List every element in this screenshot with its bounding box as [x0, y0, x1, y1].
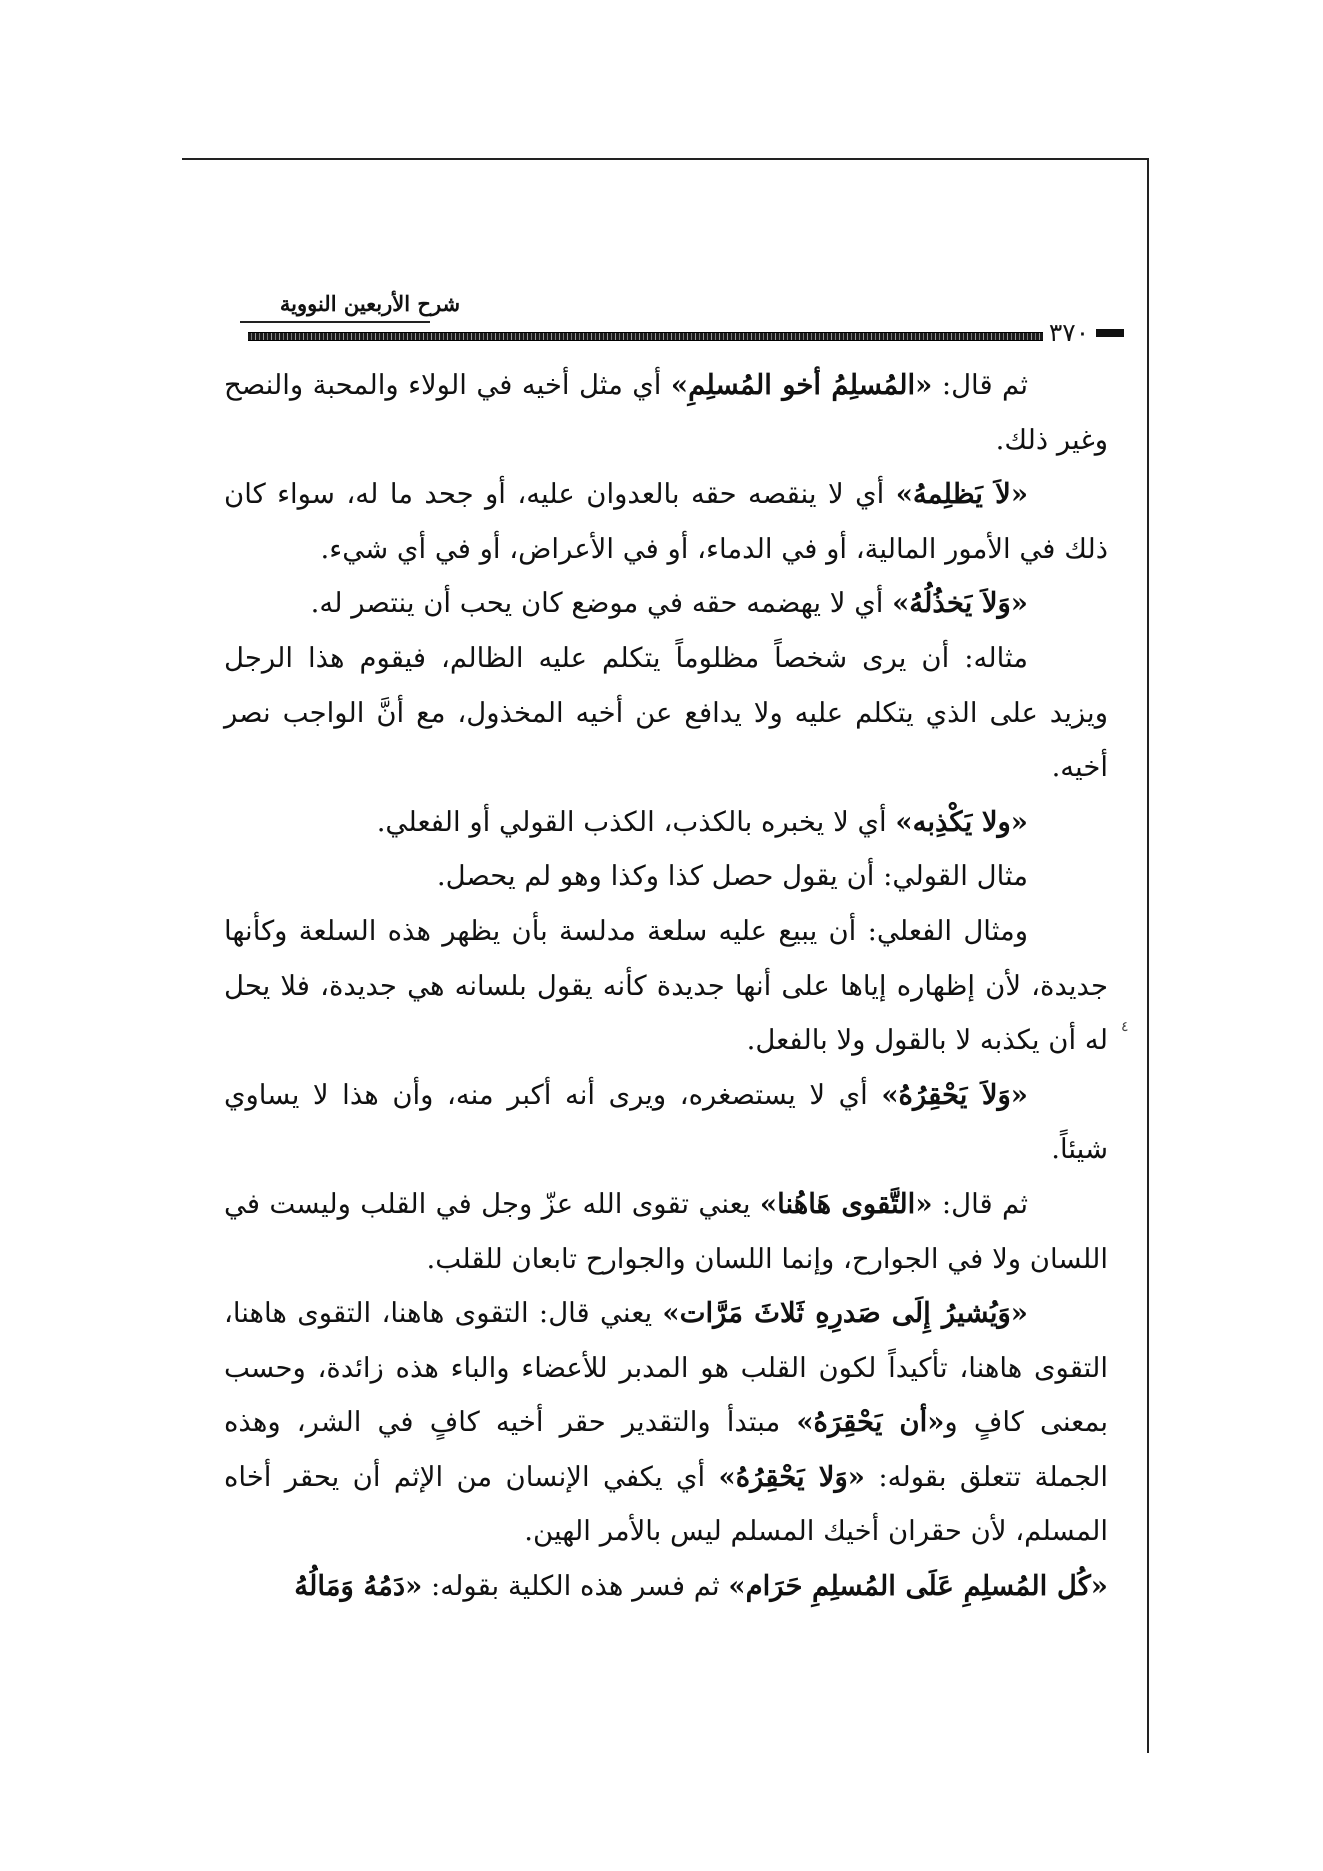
frame-top-line: [182, 158, 1149, 160]
paragraph-7: ومثال الفعلي: أن يبيع عليه سلعة مدلسة بأن يظهر هذه السلعة وكأنها جديدة، لأن إظهاره إياها على أنها جديدة كأنه يقول بلسانه هي جديدة، فلا يحل له أن يكذبه لا بالقول ولا بالفعل.: [224, 914, 1108, 1057]
header-rule: [248, 332, 1043, 341]
hadith-quote: «وَيُشيرُ إِلَى صَدرِهِ ثَلاثَ مَرَّات»: [662, 1297, 1028, 1330]
frame-right-line: [1147, 158, 1149, 1753]
paragraph-11: «كُل المُسلِمِ عَلَى المُسلِمِ حَرَام» ثم فسر هذه الكلية بقوله: «دَمُهُ وَمَالُهُ: [294, 1570, 1108, 1603]
paragraph-6: مثال القولي: أن يقول حصل كذا وكذا وهو لم يحصل.: [436, 860, 1028, 893]
hadith-quote: «وَلاَ يَحْقِرُهُ»: [881, 1078, 1028, 1111]
page-header: [228, 290, 1121, 350]
main-text: [224, 358, 1108, 1614]
margin-mark: ٤: [1121, 1019, 1129, 1035]
paragraph-4: مثاله: أن يرى شخصاً مظلوماً يتكلم عليه الظالم، فيقوم هذا الرجل ويزيد على الذي يتكلم عليه ولا يدافع عن أخيه المخذول، مع أنَّ الواجب نصر أخيه.: [224, 641, 1108, 784]
page-number-bar: [1096, 329, 1124, 337]
paragraph-8: «وَلاَ يَحْقِرُهُ» أي لا يستصغره، ويرى أنه أكبر منه، وأن هذا لا يساوي شيئاً.: [224, 1078, 1108, 1166]
paragraph-3: «وَلاَ يَخذُلُهُ» أي لا يهضمه حقه في موضع كان يحب أن ينتصر له.: [310, 587, 1028, 620]
hadith-quote: «ولا يَكْذِبه»: [895, 805, 1028, 838]
hadith-quote: «وَلا يَحْقِرُهُ»: [718, 1460, 865, 1493]
title-underline: [240, 321, 430, 323]
running-title: شرح الأربعين النووية: [279, 291, 461, 316]
hadith-quote: «كُل المُسلِمِ عَلَى المُسلِمِ حَرَام»: [728, 1570, 1108, 1603]
page-number: ٣٧٠: [1048, 318, 1090, 347]
paragraph-10: «وَيُشيرُ إِلَى صَدرِهِ ثَلاثَ مَرَّات» يعني قال: التقوى هاهنا، التقوى هاهنا، التقوى هاهنا، تأكيداً لكون القلب هو المدبر للأعضاء والباء هذه زائدة، وحسب بمعنى كافٍ و«أن يَحْقِرَهُ» مبتدأ والتقدير حقر أخيه كافٍ في الشر، وهذه الجملة تتعلق بقوله: «وَلا يَحْقِرُهُ» أي يكفي الإنسان من الإثم أن يحقر أخاه المسلم، لأن حقران أخيك المسلم ليس بالأمر الهين.: [224, 1297, 1108, 1548]
paragraph-5: «ولا يَكْذِبه» أي لا يخبره بالكذب، الكذب القولي أو الفعلي.: [376, 805, 1028, 838]
paragraph-9: ثم قال: «التَّقوى هَاهُنا» يعني تقوى الله عزّ وجل في القلب وليست في اللسان ولا في الجوارح، وإنما اللسان والجوارح تابعان للقلب.: [224, 1187, 1108, 1275]
paragraph-1: ثم قال: «المُسلِمُ أخو المُسلِمِ» أي مثل أخيه في الولاء والمحبة والنصح وغير ذلك.: [224, 369, 1108, 456]
paragraph-2: «لاَ يَظلِمهُ» أي لا ينقصه حقه بالعدوان عليه، أو جحد ما له، سواء كان ذلك في الأمور المالية، أو في الدماء، أو في الأعراض، أو في أي شيء.: [224, 478, 1108, 565]
hadith-quote: «وَلاَ يَخذُلُهُ»: [892, 587, 1028, 620]
hadith-quote: «دَمُهُ وَمَالُهُ: [294, 1570, 423, 1603]
hadith-quote: «التَّقوى هَاهُنا»: [759, 1187, 933, 1220]
hadith-quote: «المُسلِمُ أخو المُسلِمِ»: [670, 369, 933, 401]
hadith-quote: «لاَ يَظلِمهُ»: [895, 478, 1029, 511]
hadith-quote: «أن يَحْقِرَهُ»: [796, 1406, 945, 1439]
